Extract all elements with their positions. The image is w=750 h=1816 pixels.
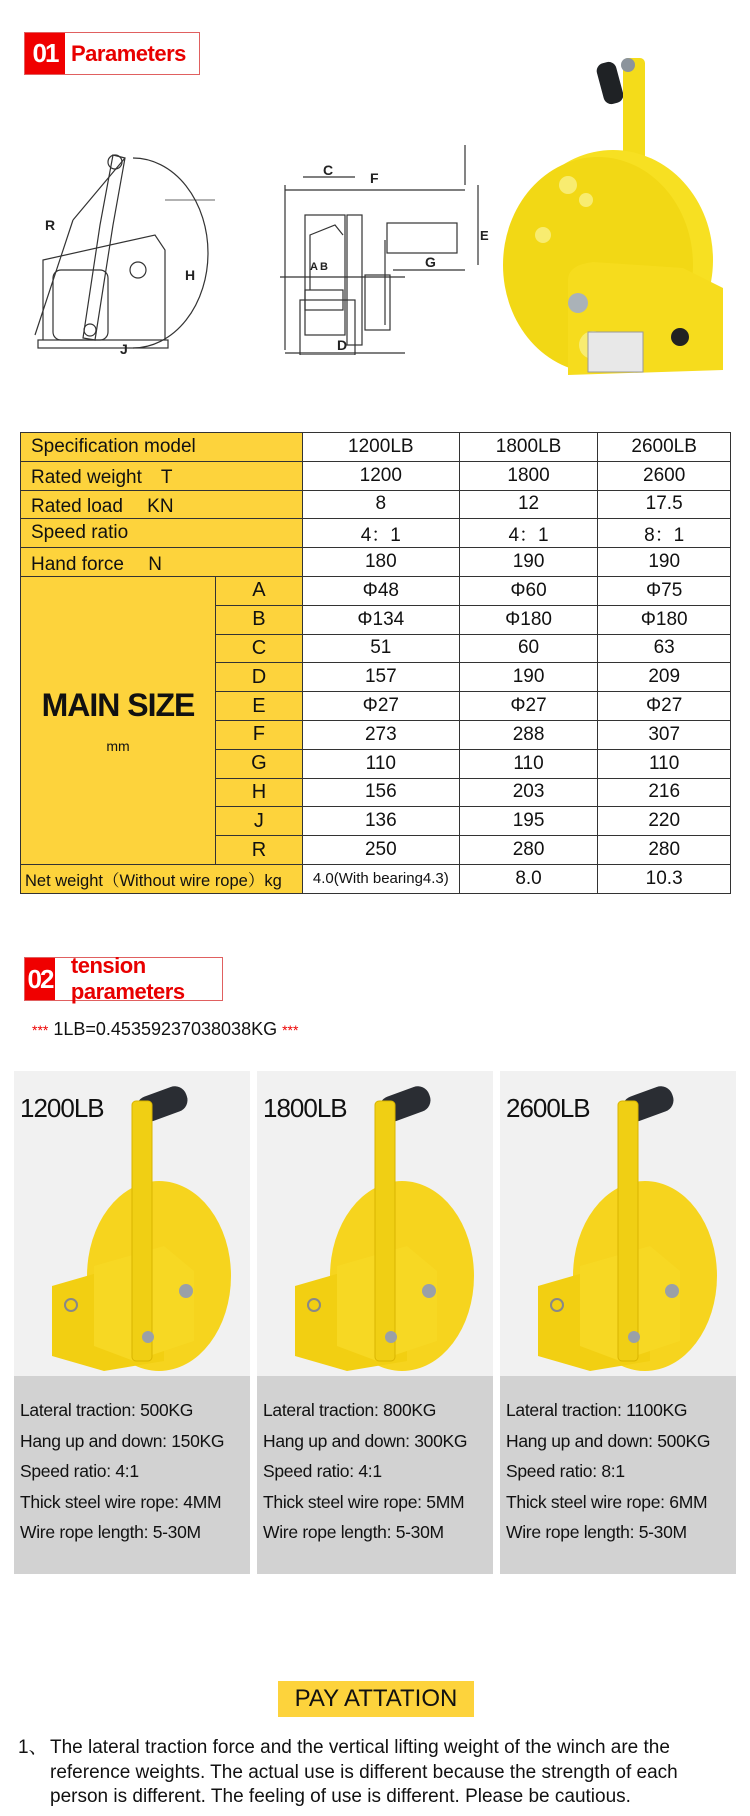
dimension-letter: J <box>215 807 302 836</box>
dim-label-b: B <box>320 261 328 273</box>
row-label: Rated load KN <box>21 490 303 519</box>
table-cell: Φ75 <box>598 576 731 605</box>
main-size-title: MAIN SIZE <box>41 686 195 723</box>
model-header: 2600LB <box>598 433 731 462</box>
spec-line: Lateral traction: 800KG <box>263 1400 437 1420</box>
table-cell: 12 <box>459 490 598 519</box>
card-model: 2600LB <box>506 1093 590 1123</box>
row-label: Net weight（Without wire rope）kg <box>21 864 303 893</box>
table-cell: 190 <box>459 663 598 692</box>
main-size-cell <box>21 576 216 864</box>
section-header-parameters <box>24 32 200 75</box>
spec-line: Hang up and down: 150KG <box>20 1430 225 1451</box>
dim-label-g: G <box>425 254 436 270</box>
card-specs <box>257 1376 493 1574</box>
card-specs <box>14 1376 250 1574</box>
dimension-letter: R <box>215 836 302 865</box>
winch-photo <box>498 40 733 380</box>
spec-line: Speed ratio: 4:1 <box>263 1461 382 1481</box>
product-card <box>500 1071 736 1574</box>
dim-label-c: C <box>323 162 334 178</box>
dim-label-a: A <box>310 261 318 273</box>
table-cell: 216 <box>598 778 731 807</box>
spec-line: Speed ratio: 8:1 <box>506 1461 625 1481</box>
dimension-letter: E <box>215 692 302 721</box>
unit-conversion-note <box>32 1019 298 1040</box>
dim-label-f: F <box>370 170 379 186</box>
model-header: 1800LB <box>459 433 598 462</box>
card-model: 1800LB <box>263 1093 347 1123</box>
table-cell: 136 <box>302 807 459 836</box>
product-card <box>14 1071 250 1574</box>
dimension-letter: A <box>215 576 302 605</box>
dimension-letter: D <box>215 663 302 692</box>
table-row <box>21 490 731 519</box>
section-title: Parameters <box>71 40 186 66</box>
table-cell: 220 <box>598 807 731 836</box>
table-cell: Φ27 <box>302 692 459 721</box>
table-cell: 190 <box>598 548 731 577</box>
table-cell: 1800 <box>459 461 598 490</box>
model-header: 1200LB <box>302 433 459 462</box>
table-row-size <box>21 576 731 605</box>
table-cell: 288 <box>459 720 598 749</box>
row-label: Rated weight T <box>21 461 303 490</box>
table-cell: Φ134 <box>302 605 459 634</box>
dim-label-r: R <box>45 217 56 233</box>
table-cell: 4：1 <box>302 519 459 548</box>
spec-line: Lateral traction: 500KG <box>20 1400 194 1420</box>
spec-line: Thick steel wire rope: 6MM <box>506 1491 708 1512</box>
table-cell: Φ27 <box>598 692 731 721</box>
dim-label-e: E <box>480 228 489 243</box>
spec-line: Speed ratio: 4:1 <box>20 1461 139 1481</box>
table-cell: 110 <box>598 749 731 778</box>
table-cell: 156 <box>302 778 459 807</box>
dimension-letter: F <box>215 720 302 749</box>
table-cell: Φ48 <box>302 576 459 605</box>
spec-line: Thick steel wire rope: 4MM <box>20 1491 222 1512</box>
section-title: tension parameters <box>70 953 185 1004</box>
table-cell: 4：1 <box>459 519 598 548</box>
dimension-letter: H <box>215 778 302 807</box>
row-label: Hand force N <box>21 548 303 577</box>
spec-line: Hang up and down: 500KG <box>506 1430 711 1451</box>
table-row <box>21 548 731 577</box>
spec-line: Thick steel wire rope: 5MM <box>263 1491 465 1512</box>
table-cell: 195 <box>459 807 598 836</box>
table-cell: 280 <box>459 836 598 865</box>
dim-label-d: D <box>337 337 348 353</box>
table-cell: 280 <box>598 836 731 865</box>
table-row <box>21 461 731 490</box>
table-cell: 209 <box>598 663 731 692</box>
pay-attention-heading: PAY ATTATION <box>278 1681 474 1717</box>
table-cell: 180 <box>302 548 459 577</box>
spec-line: Wire rope length: 5-30M <box>263 1522 444 1542</box>
table-cell: 8.0 <box>459 864 598 893</box>
spec-line: Wire rope length: 5-30M <box>20 1522 201 1542</box>
table-cell: 63 <box>598 634 731 663</box>
main-size-unit: mm <box>106 737 130 754</box>
table-cell: 203 <box>459 778 598 807</box>
note-text: The lateral traction force and the vertical lifting weight of the winch are the reference weights. The actual use is different because the strength of each person is different. The feeling of use is different. Please be cautious. <box>50 1737 678 1807</box>
card-specs <box>500 1376 736 1574</box>
attention-notes <box>18 1736 728 1810</box>
side-view-diagram <box>25 140 215 355</box>
table-cell: 157 <box>302 663 459 692</box>
table-header-row <box>21 433 731 462</box>
dimension-letter: B <box>215 605 302 634</box>
table-row <box>21 519 731 548</box>
table-cell: 190 <box>459 548 598 577</box>
table-cell: 51 <box>302 634 459 663</box>
table-cell: 250 <box>302 836 459 865</box>
card-model: 1200LB <box>20 1093 104 1123</box>
note-number: 1、 <box>18 1737 48 1758</box>
table-cell: 4.0(With bearing4.3) <box>302 864 459 893</box>
table-cell: Φ180 <box>459 605 598 634</box>
spec-model-label: Specification model <box>21 433 303 462</box>
row-label: Speed ratio <box>21 519 303 548</box>
spec-line: Hang up and down: 300KG <box>263 1430 468 1451</box>
table-cell: Φ60 <box>459 576 598 605</box>
table-cell: 273 <box>302 720 459 749</box>
table-cell: 8 <box>302 490 459 519</box>
dimension-letter: C <box>215 634 302 663</box>
table-cell: 1200 <box>302 461 459 490</box>
section-number: 01 <box>25 33 65 74</box>
front-view-diagram <box>275 115 510 355</box>
table-cell: 17.5 <box>598 490 731 519</box>
table-cell: 60 <box>459 634 598 663</box>
table-cell: 8：1 <box>598 519 731 548</box>
table-cell: 110 <box>302 749 459 778</box>
table-cell: Φ180 <box>598 605 731 634</box>
product-card <box>257 1071 493 1574</box>
table-cell: 307 <box>598 720 731 749</box>
note-item <box>18 1736 728 1810</box>
stars-right: *** <box>282 1022 299 1038</box>
table-cell: 2600 <box>598 461 731 490</box>
table-cell: 110 <box>459 749 598 778</box>
dim-label-h: H <box>185 267 196 283</box>
dimension-letter: G <box>215 749 302 778</box>
spec-table <box>20 432 731 894</box>
table-cell: 10.3 <box>598 864 731 893</box>
stars-left: *** <box>32 1022 49 1038</box>
dim-label-j: J <box>120 341 128 355</box>
spec-line: Wire rope length: 5-30M <box>506 1522 687 1542</box>
section-number: 02 <box>25 958 55 1000</box>
table-row-net-weight <box>21 864 731 893</box>
conversion-text: 1LB=0.45359237038038KG <box>53 1019 278 1039</box>
section-header-tension <box>24 953 223 1004</box>
table-cell: Φ27 <box>459 692 598 721</box>
spec-line: Lateral traction: 1100KG <box>506 1400 688 1420</box>
